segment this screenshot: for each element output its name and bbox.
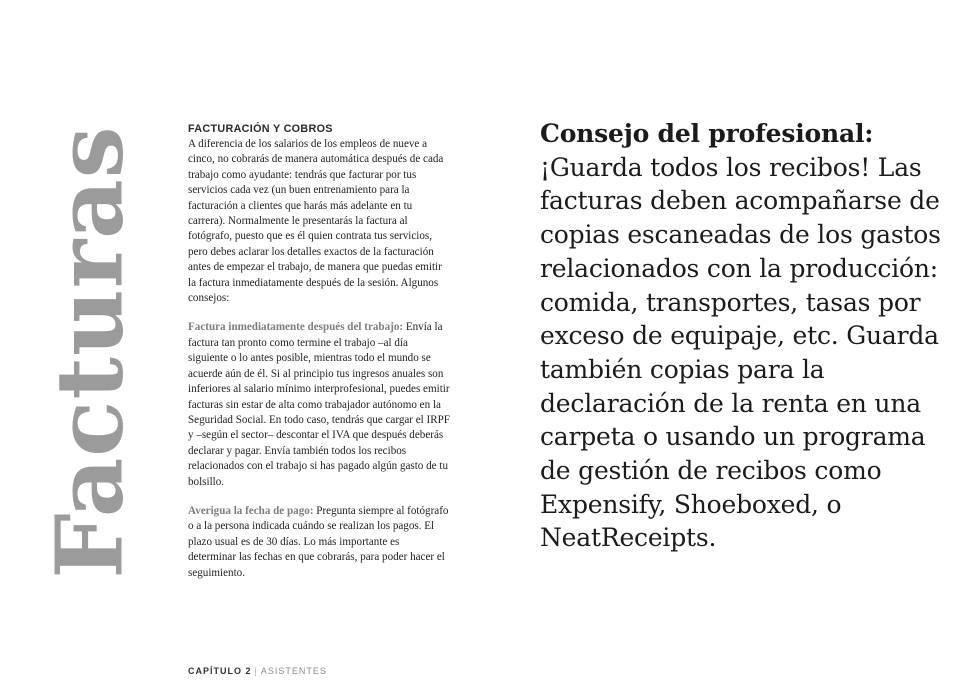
tip-lead: Averigua la fecha de pago: xyxy=(188,504,314,517)
pro-tip-text: ¡Guarda todos los recibos! Las facturas deben acompañarse de copias escaneadas de los gastos relacionados con la producción: comida, transportes, tasas por exceso de equipaje, etc. Guarda también copias para la declaración de la renta en una carpeta o usando un programa de gestión de recibos como Expensify, Shoeboxed, o NeatReceipts. xyxy=(540,152,941,553)
tip-lead: Factura inmediatamente después del trabajo: xyxy=(188,321,404,334)
pro-tip-title: Consejo del profesional: xyxy=(540,119,874,148)
body-column xyxy=(188,122,450,595)
tip-text: Pregunta siempre al fotógrafo o a la persona indicada cuándo se realizan los pagos. El plazo usual es de 30 días. Lo más importante es determinar las fechas en que cobrarás, para poder hacer el seguimiento. xyxy=(188,504,449,579)
footer-chapter: CAPÍTULO 2 xyxy=(188,666,252,676)
tip-paragraph-invoice xyxy=(188,320,450,489)
tip-text: Envía la factura tan pronto como termine el trabajo –al día siguiente o lo antes posible, mientras todo el mundo se acuerde aún de él. Si al principio tus ingresos anuales son inferiores al salario mínimo interprofesional, puedes emitir facturas sin estar de alta como trabajador autónomo en la Seguridad Social. En todo caso, tendrás que cargar el IRPF y –según el sector– descontar el IVA que después deberás declarar y pagar. Envía también todos los recibos relacionados con el trabajo si has pagado algún gasto de tu bolsillo. xyxy=(188,321,450,488)
vertical-title-text: Facturas xyxy=(36,125,144,579)
footer-separator: | xyxy=(254,666,258,676)
page-footer xyxy=(188,666,327,676)
section-heading: FACTURACIÓN Y COBROS xyxy=(188,123,333,135)
footer-section: ASISTENTES xyxy=(260,666,327,676)
tip-paragraph-payment-date xyxy=(188,504,450,581)
intro-paragraph: A diferencia de los salarios de los empleos de nueve a cinco, no cobrarás de manera automática después de cada trabajo como ayudante: tendrás que facturar por tus servicios cada vez (un buen entrenamiento para la facturación a clientes que harás más adelante en tu carrera). Normalmente le presentarás la factura al fotógrafo, puesto que es él quien contrata tus servicios, pero debes aclarar los detalles exactos de la facturación antes de empezar el trabajo, de manera que puedas emitir la factura inmediatamente después de la sesión. Algunos consejos: xyxy=(188,138,444,305)
vertical-page-title xyxy=(36,122,144,582)
pro-tip-callout xyxy=(540,117,950,555)
